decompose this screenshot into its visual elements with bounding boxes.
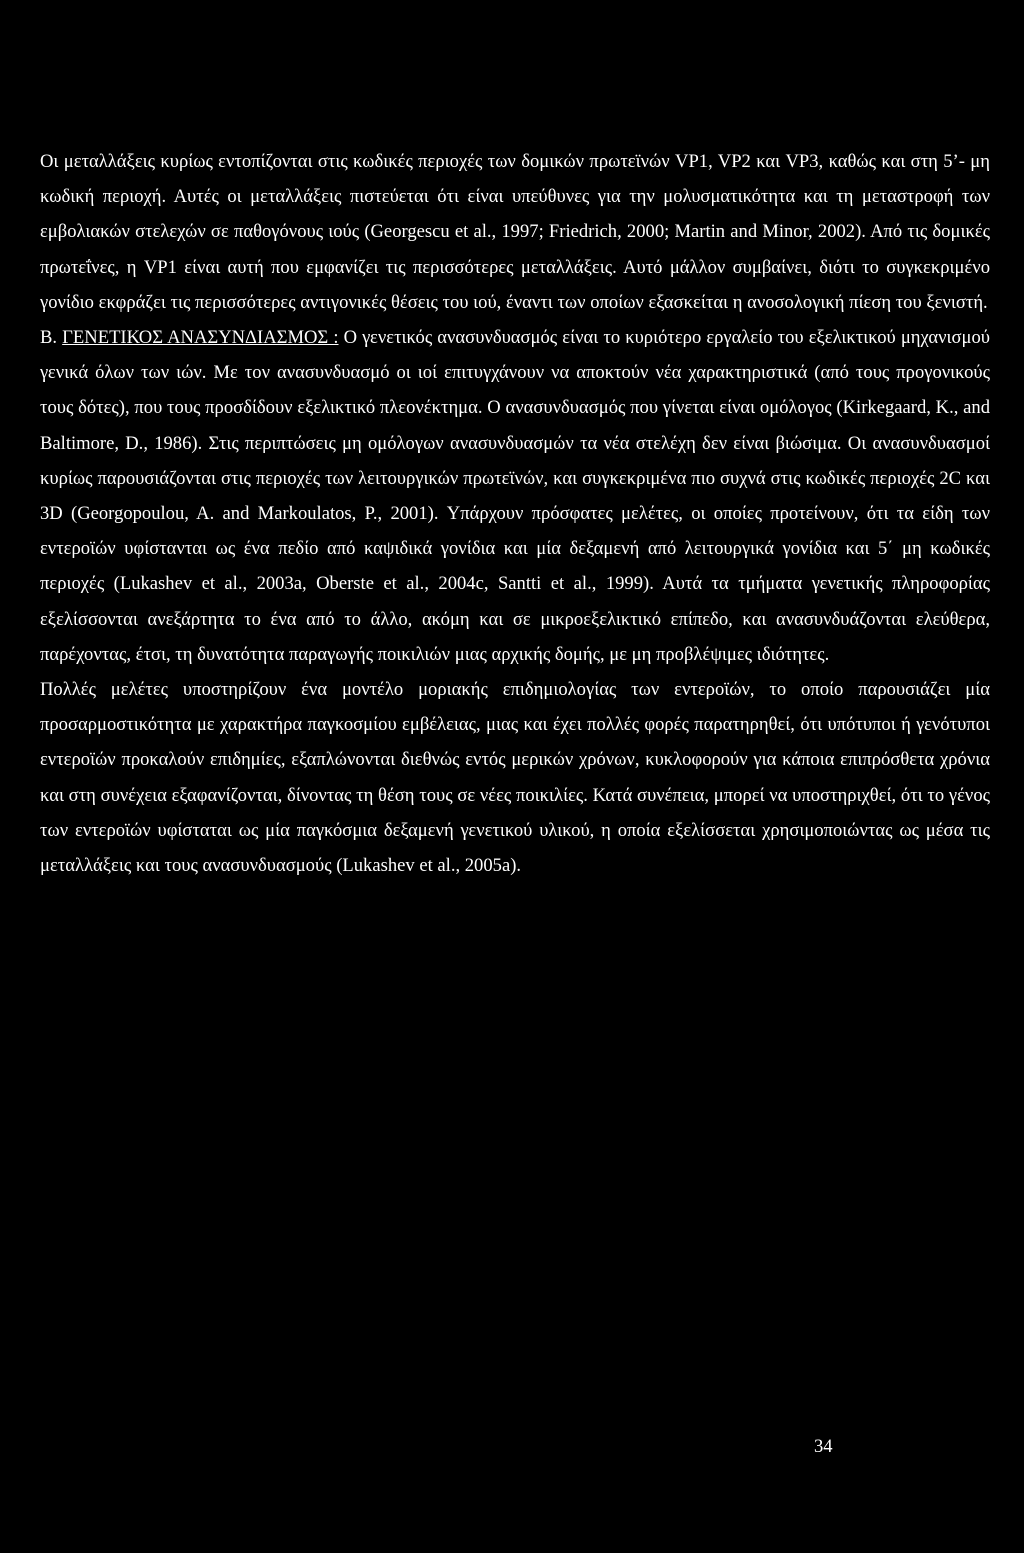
paragraph-epidemiology: Πολλές μελέτες υποστηρίζουν ένα μοντέλο μοριακής επιδημιολογίας των εντεροϊών, το οποίο παρουσιάζει μία προσαρμοστικότητα με χαρακτήρα παγκοσμίου εμβέλειας, μιας και έχει πολλές φορές παρατηρηθεί, ότι υπότυποι ή γενότυποι εντεροϊών προκαλούν επιδημίες, εξαπλώνονται διεθνώς εντός μερικών χρόνων, κυκλοφορούν για κάποια επιπρόσθετα χρόνια και στη συνέχεια εξαφανίζονται, δίνοντας τη θέση τους σε νέες ποικιλίες. Κατά συνέπεια, μπορεί να υποστηριχθεί, ότι το γένος των εντεροϊών υφίσταται ως μία παγκόσμια δεξαμενή γενετικού υλικού, η οποία εξελίσσεται χρησιμοποιώντας ως μέσα τις μεταλλάξεις και τους ανασυνδυασμούς (Lukashev et al., 2005a). (40, 679, 990, 877)
document-body (40, 144, 990, 883)
paragraph-recombination (40, 320, 990, 672)
paragraph-mutations: Οι μεταλλάξεις κυρίως εντοπίζονται στις κωδικές περιοχές των δομικών πρωτεϊνών VP1, VP2 και VP3, καθώς και στη 5’- μη κωδική περιοχή. Αυτές οι μεταλλάξεις πιστεύεται ότι είναι υπεύθυνες για την μολυσματικότητα και τη μεταστροφή των εμβολιακών στελεχών σε παθογόνους ιούς (Georgescu et al., 1997; Friedrich, 2000; Martin and Minor, 2002). Από τις δομικές πρωτεΐνες, η VP1 είναι αυτή που εμφανίζει τις περισσότερες μεταλλάξεις. Αυτό μάλλον συμβαίνει, διότι το συγκεκριμένο γονίδιο εκφράζει τις περισσότερες αντιγονικές θέσεις του ιού, έναντι των οποίων εξασκείται η ανοσολογική πίεση του ξενιστή. (40, 151, 990, 313)
section-heading: ΓΕΝΕΤΙΚΟΣ ΑΝΑΣΥΝΔΙΑΣΜΟΣ : (62, 327, 339, 349)
page-number: 34 (814, 1436, 833, 1457)
paragraph-recombination-body: Ο γενετικός ανασυνδυασμός είναι το κυριότερο εργαλείο του εξελικτικού μηχανισμού γενικά όλων των ιών. Με τον ανασυνδυασμό οι ιοί επιτυγχάνουν να αποκτούν νέα χαρακτηριστικά (από τους προγονικούς τους δότες), που τους προσδίδουν εξελικτικό πλεονέκτημα. Ο ανασυνδυασμός που γίνεται είναι ομόλογος (Kirkegaard, K., and Baltimore, D., 1986). Στις περιπτώσεις μη ομόλογων ανασυνδυασμών τα νέα στελέχη δεν είναι βιώσιμα. Οι ανασυνδυασμοί κυρίως παρουσιάζονται στις περιοχές των λειτουργικών πρωτεϊνών, και συγκεκριμένα πιο συχνά στις κωδικές περιοχές 2C και 3D (Georgopoulou, A. and Markoulatos, P., 2001). Υπάρχουν πρόσφατες μελέτες, οι οποίες προτείνουν, ότι τα είδη των εντεροϊών υφίστανται ως ένα πεδίο από καψιδικά γονίδια και μία δεξαμενή από λειτουργικά γονίδια και 5΄ μη κωδικές περιοχές (Lukashev et al., 2003a, Oberste et al., 2004c, Santti et al., 1999). Αυτά τα τμήματα γενετικής πληροφορίας εξελίσσονται ανεξάρτητα το ένα από το άλλο, ακόμη και σε μικροεξελικτικό επίπεδο, και ανασυνδυάζονται ελεύθερα, παρέχοντας, έτσι, τη δυνατότητα παραγωγής ποικιλιών μιας αρχικής δομής, με μη προβλέψιμες ιδιότητες. (40, 327, 991, 665)
section-prefix: Β. (40, 327, 63, 349)
